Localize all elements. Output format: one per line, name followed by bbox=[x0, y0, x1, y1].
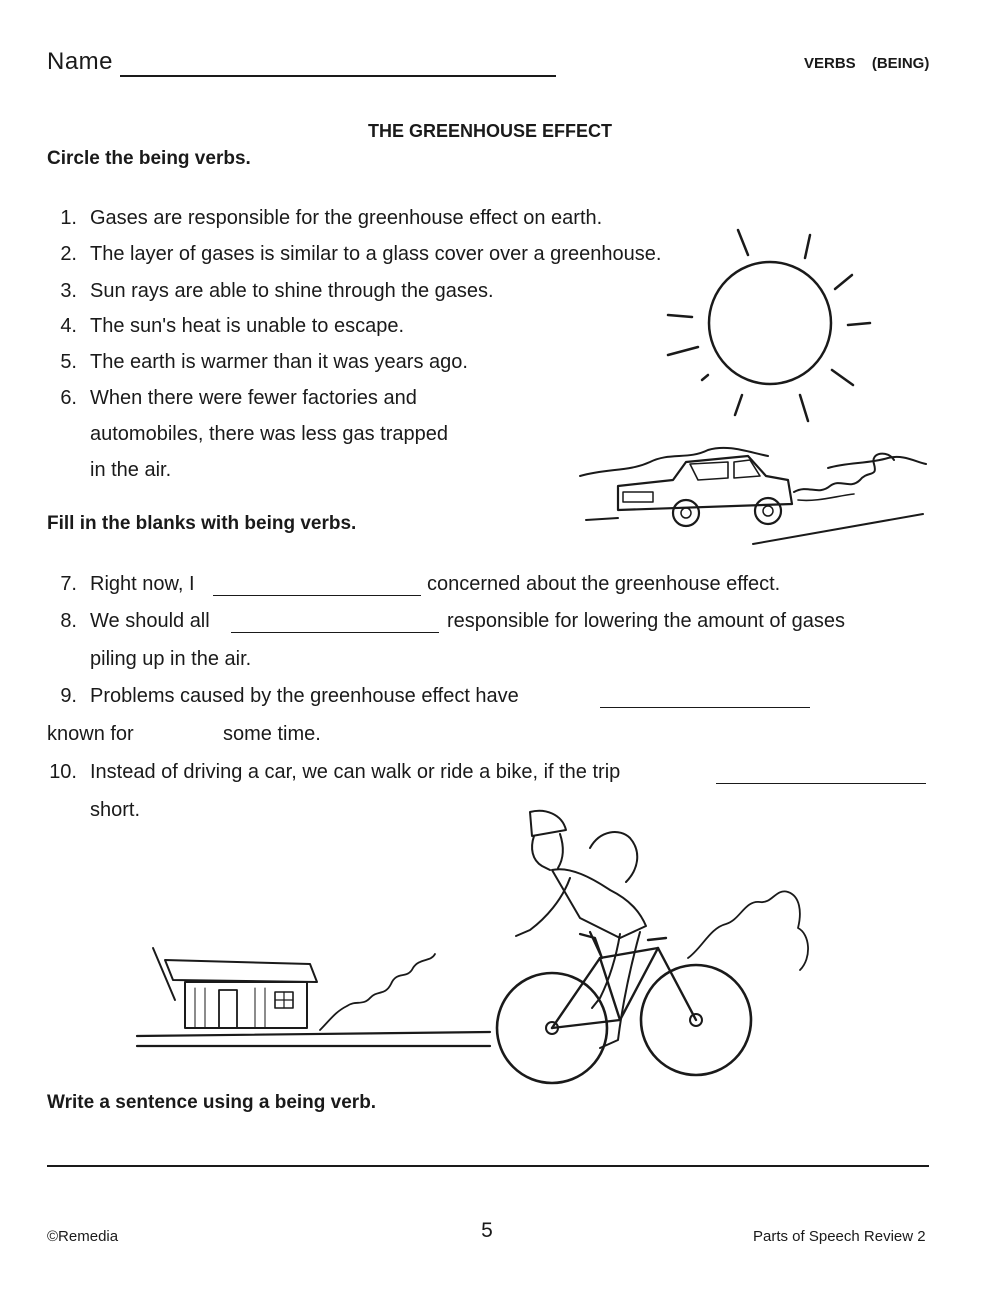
sun-icon bbox=[660, 225, 880, 425]
car-icon bbox=[578, 440, 928, 550]
topic-tag: VERBS (BEING) bbox=[804, 55, 930, 72]
list-item bbox=[47, 685, 927, 755]
item-number: 5. bbox=[60, 351, 77, 373]
sentence-text: some time. bbox=[223, 723, 321, 745]
instruction-fill-blanks: Fill in the blanks with being verbs. bbox=[47, 513, 357, 534]
item-number: 3. bbox=[60, 280, 77, 302]
sentence-text: piling up in the air. bbox=[90, 648, 252, 670]
sentence-text: concerned about the greenhouse effect. bbox=[427, 573, 781, 595]
sentence-text: responsible for lowering the amount of gases bbox=[447, 610, 846, 632]
list-item bbox=[47, 387, 567, 487]
instruction-write-sentence: Write a sentence using a being verb. bbox=[47, 1092, 377, 1113]
sentence-text: automobiles, there was less gas trapped bbox=[90, 423, 448, 445]
sentence-text: The layer of gases is similar to a glass cover over a greenhouse. bbox=[90, 243, 662, 265]
sentence-text: When there were fewer factories and bbox=[90, 387, 417, 409]
answer-blank[interactable] bbox=[600, 689, 810, 708]
item-number: 10. bbox=[49, 761, 77, 783]
sentence-text: Right now, I bbox=[90, 573, 195, 595]
sentence-text: in the air. bbox=[90, 459, 172, 481]
sentence-text: We should all bbox=[90, 610, 210, 632]
list-item bbox=[47, 610, 927, 680]
sentence-text: The sun's heat is unable to escape. bbox=[90, 315, 405, 337]
item-number: 9. bbox=[60, 685, 77, 707]
name-label: Name bbox=[47, 48, 114, 75]
page-title: THE GREENHOUSE EFFECT bbox=[367, 121, 613, 141]
book-title: Parts of Speech Review 2 bbox=[753, 1228, 926, 1245]
list-item bbox=[47, 315, 747, 345]
answer-blank[interactable] bbox=[213, 577, 421, 596]
sentence-text: Instead of driving a car, we can walk or ride a bike, if the trip bbox=[90, 761, 621, 783]
item-number: 8. bbox=[60, 610, 77, 632]
cyclist-icon bbox=[470, 808, 820, 1088]
answer-blank[interactable] bbox=[231, 614, 439, 633]
sentence-text: The earth is warmer than it was years ago. bbox=[90, 351, 468, 373]
list-item bbox=[47, 243, 747, 273]
house-icon bbox=[135, 940, 495, 1060]
item-number: 7. bbox=[60, 573, 77, 595]
answer-blank[interactable] bbox=[716, 765, 926, 784]
item-number: 6. bbox=[60, 387, 77, 409]
sentence-answer-line[interactable] bbox=[47, 1165, 929, 1167]
sentence-text: Problems caused by the greenhouse effect have bbox=[90, 685, 519, 707]
list-item bbox=[47, 207, 747, 237]
sentence-text: known for bbox=[47, 723, 134, 745]
item-number: 1. bbox=[60, 207, 77, 229]
item-number: 4. bbox=[60, 315, 77, 337]
name-field[interactable] bbox=[120, 75, 556, 77]
instruction-circle-verbs: Circle the being verbs. bbox=[47, 148, 251, 169]
list-item bbox=[47, 351, 747, 381]
item-number: 2. bbox=[60, 243, 77, 265]
sentence-text: Sun rays are able to shine through the gases. bbox=[90, 280, 494, 302]
copyright: ©Remedia bbox=[47, 1228, 119, 1245]
list-item bbox=[47, 573, 927, 603]
sentence-text: short. bbox=[90, 799, 141, 821]
list-item bbox=[47, 280, 747, 310]
page-number: 5 bbox=[481, 1219, 493, 1242]
sentence-text: Gases are responsible for the greenhouse effect on earth. bbox=[90, 207, 603, 229]
